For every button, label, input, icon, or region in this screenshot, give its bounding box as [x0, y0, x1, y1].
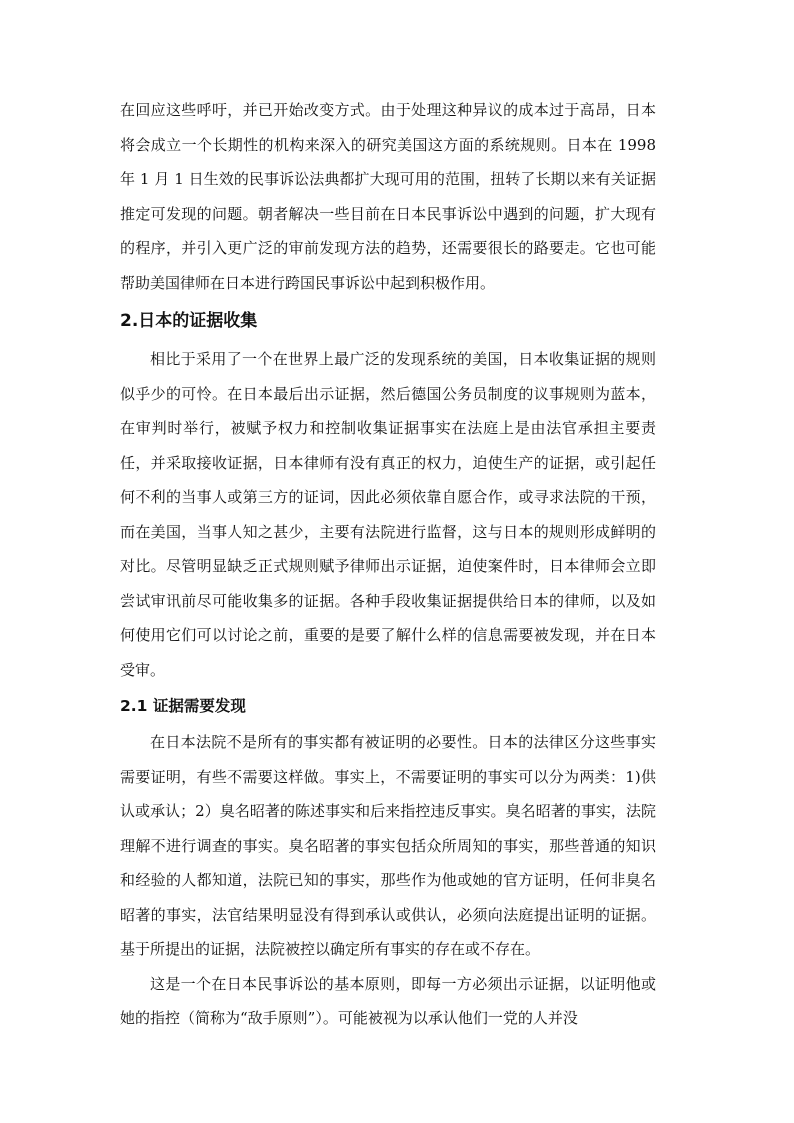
section-heading-evidence-collection: 2.日本的证据收集 — [120, 311, 258, 331]
subsection-heading-evidence-discovery: 2.1 证据需要发现 — [120, 697, 246, 715]
paragraph-facts-proof: 在日本法院不是所有的事实都有被证明的必要性。日本的法律区分这些事实需要证明，有些不需要这样做。事实上，不需要证明的事实可以分为两类：1)供认或承认；2）臭名昭著的陈述事实和后来指控违反事实。臭名昭著的事实，法院理解不进行调查的事实。臭名昭著的事实包括众所周知的事实，那些普通的知识和经验的人都知道，法院已知的事实，那些作为他或她的官方证明，任何非臭名昭著的事实，法官结果明显没有得到承认或供认，必须向法庭提出证明的证据。基于所提出的证据，法院被控以确定所有事实的存在或不存在。 — [120, 733, 656, 958]
paragraph-intro: 在回应这些呼吁，并已开始改变方式。由于处理这种异议的成本过于高昂，日本将会成立一个长期性的机构来深入的研究美国这方面的系统规则。日本在 1998 年 1 月 1 日生效的民事诉讼法典都扩大现可用的范围，扭转了长期以来有关证据推定可发现的问题。朝者解决一些目前在日本民事诉讼中遇到的问题，扩大现有的程序，并引入更广泛的审前发现方法的趋势，还需要很长的路要走。它也可能帮助美国律师在日本进行跨国民事诉讼中起到积极作用。 — [120, 101, 656, 292]
document-page — [120, 93, 656, 1036]
paragraph-evidence-rules: 相比于采用了一个在世界上最广泛的发现系统的美国，日本收集证据的规则似乎少的可怜。在日本最后出示证据，然后德国公务员制度的议事规则为蓝本，在审判时举行，被赋予权力和控制收集证据事实在法庭上是由法官承担主要责任，并采取接收证据，日本律师有没有真正的权力，迫使生产的证据，或引起任何不利的当事人或第三方的证词，因此必须依靠自愿合作，或寻求法院的干预，而在美国，当事人知之甚少，主要有法院进行监督，这与日本的规则形成鲜明的对比。尽管明显缺乏正式规则赋予律师出示证据，迫使案件时，日本律师会立即尝试审讯前尽可能收集多的证据。各种手段收集证据提供给日本的律师，以及如何使用它们可以讨论之前，重要的是要了解什么样的信息需要被发现，并在日本受审。 — [120, 350, 656, 679]
paragraph-adversary-principle: 这是一个在日本民事诉讼的基本原则，即每一方必须出示证据，以证明他或她的指控（简称为“敌手原则”）。可能被视为以承认他们一党的人并没 — [120, 974, 656, 1027]
